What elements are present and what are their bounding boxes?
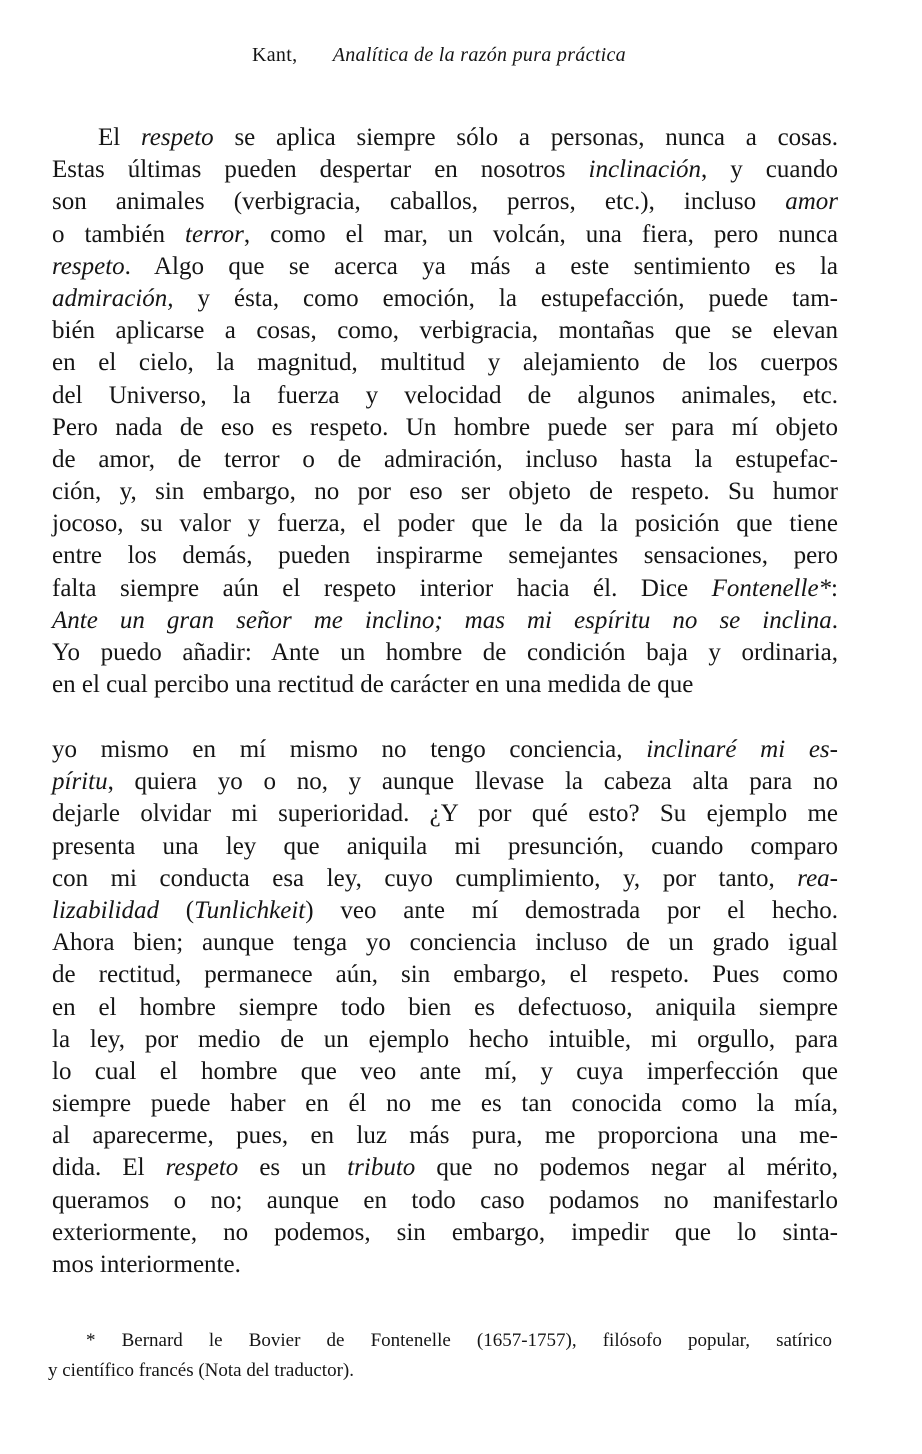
text-run: ( (158, 896, 195, 924)
italic-run: respeto (52, 252, 125, 280)
text-run: al aparecerme, pues, en luz más pura, me proporciona una me- (52, 1122, 838, 1150)
text-run: Yo puedo añadir: Ante un hombre de condición baja y ordinaria, (52, 639, 838, 666)
text-line (52, 186, 838, 218)
text-run: lo cual el hombre que veo ante mí, y cuya imperfección que (52, 1057, 838, 1085)
text-line (52, 637, 838, 669)
italic-run: Ante un gran señor me inclino; mas mi espíritu no se inclina (52, 606, 832, 634)
italic-run: píritu (52, 768, 108, 796)
text-run: entre los demás, pueden inspirarme semejantes sensaciones, pero (52, 542, 838, 570)
text-run: Pero nada de eso es respeto. Un hombre puede ser para mí objeto (52, 413, 838, 441)
text-run: siempre puede haber en él no me es tan conocida como la mía, (52, 1090, 838, 1118)
italic-run: Tunlichkeit (194, 896, 306, 924)
text-line (52, 959, 838, 991)
text-line (52, 927, 838, 959)
footnote-line: y científico francés (Nota del traductor). (48, 1360, 354, 1381)
running-head-title: Analítica de la razón pura práctica (332, 44, 626, 66)
text-run: , como el mar, un volcán, una fiera, pero nunca (243, 220, 838, 248)
text-run: en el hombre siempre todo bien es defectuoso, aniquila siempre (52, 993, 838, 1021)
text-run: la ley, por medio de un ejemplo hecho intuible, mi orgullo, para (52, 1025, 838, 1053)
text-line (52, 573, 838, 605)
text-line (52, 798, 838, 830)
text-line (52, 251, 838, 283)
text-run: , quiera yo o no, y aunque llevase la cabeza alta para no (107, 768, 838, 796)
text-line (52, 347, 838, 379)
text-line (52, 154, 838, 186)
text-line (52, 831, 838, 863)
text-line (52, 508, 838, 540)
text-run: bién aplicarse a cosas, como, verbigracia, montañas que se elevan (52, 317, 838, 345)
italic-run: respeto (141, 124, 214, 151)
text-run: que no podemos negar al mérito, (415, 1154, 839, 1182)
text-run: de amor, de terror o de admiración, incluso hasta la estupefac- (52, 445, 838, 473)
text-line (52, 1152, 838, 1184)
text-run: y ésta, como emoción, la estupefacción, puede tam- (173, 284, 838, 312)
text-run: presenta una ley que aniquila mi presunción, cuando comparo (52, 832, 838, 860)
text-run: . Algo que se acerca ya más a este sentimiento es la (124, 252, 838, 280)
text-run: dida. El (52, 1154, 166, 1182)
text-run: se aplica siempre sólo a personas, nunca a cosas. (213, 124, 838, 151)
italic-run: inclinación (588, 156, 702, 184)
text-line (52, 863, 838, 895)
text-run: falta siempre aún el respeto interior hacia él. Dice (52, 574, 712, 602)
text-run: . (831, 606, 838, 634)
text-run: o también (52, 220, 186, 248)
text-run: Ahora bien; aunque tenga yo conciencia incluso de un grado igual (52, 929, 838, 957)
italic-run: amor (785, 188, 838, 216)
text-run: son animales (verbigracia, caballos, perros, etc.), incluso (52, 188, 786, 216)
footnote (48, 1326, 832, 1386)
text-line (52, 283, 838, 315)
text-line (52, 122, 838, 154)
italic-run: respeto (165, 1154, 239, 1182)
italic-run: lizabilidad (52, 896, 159, 924)
text-run: Estas últimas pueden despertar en nosotros (52, 156, 589, 184)
text-run: dejarle olvidar mi superioridad. ¿Y por qué esto? Su ejemplo me (52, 800, 838, 828)
text-line (52, 219, 838, 251)
text-run: jocoso, su valor y fuerza, el poder que le da la posición que tiene (52, 510, 838, 538)
text-line (52, 1056, 838, 1088)
text-run: de rectitud, permanece aún, sin embargo, el respeto. Pues como (52, 961, 838, 989)
text-run: en el cual percibo una rectitud de carácter en una medida de que (52, 671, 694, 699)
italic-run: rea- (797, 864, 838, 892)
text-line (52, 444, 838, 476)
text-line (52, 412, 838, 444)
text-line (52, 380, 838, 412)
italic-run: tributo (347, 1154, 416, 1182)
text-line (52, 669, 838, 701)
text-line (52, 1120, 838, 1152)
body-paragraph-2 (52, 734, 838, 1281)
text-run: mos interiormente. (52, 1251, 241, 1278)
text-line (52, 605, 838, 637)
text-line (52, 1249, 838, 1281)
text-run: en el cielo, la magnitud, multitud y alejamiento de los cuerpos (52, 349, 838, 377)
italic-run: inclinaré mi es- (646, 736, 838, 763)
body-paragraph-1 (52, 122, 838, 701)
text-line (52, 1024, 838, 1056)
text-run: ) veo ante mí demostrada por el hecho. (305, 896, 838, 924)
italic-run: Fontenelle* (711, 574, 832, 602)
text-run: exteriormente, no podemos, sin embargo, impedir que lo sinta- (52, 1218, 838, 1246)
running-head-author: Kant, (252, 44, 298, 66)
italic-run: terror (185, 220, 244, 248)
text-run: : (831, 574, 838, 602)
text-run: El (98, 124, 141, 151)
text-run: , y cuando (701, 156, 838, 184)
text-run: queramos o no; aunque en todo caso podamos no manifestarlo (52, 1186, 838, 1214)
text-line (52, 315, 838, 347)
text-line (52, 766, 838, 798)
text-line (52, 734, 838, 766)
footnote-line: * Bernard le Bovier de Fontenelle (1657-1757), filósofo popular, satírico (86, 1330, 832, 1351)
text-run: con mi conducta esa ley, cuyo cumplimiento, y, por tanto, (52, 864, 798, 892)
text-line (52, 1088, 838, 1120)
text-line (52, 1217, 838, 1249)
text-run: es un (238, 1154, 348, 1182)
text-run: yo mismo en mí mismo no tengo conciencia, (52, 736, 647, 763)
text-line (52, 992, 838, 1024)
text-line (52, 476, 838, 508)
text-run: del Universo, la fuerza y velocidad de algunos animales, etc. (52, 381, 838, 409)
text-line (52, 540, 838, 572)
text-run: ción, y, sin embargo, no por eso ser objeto de respeto. Su humor (52, 478, 838, 506)
text-line (52, 1185, 838, 1217)
text-line (52, 895, 838, 927)
running-head (252, 44, 626, 67)
italic-run: admiración, (52, 284, 174, 312)
